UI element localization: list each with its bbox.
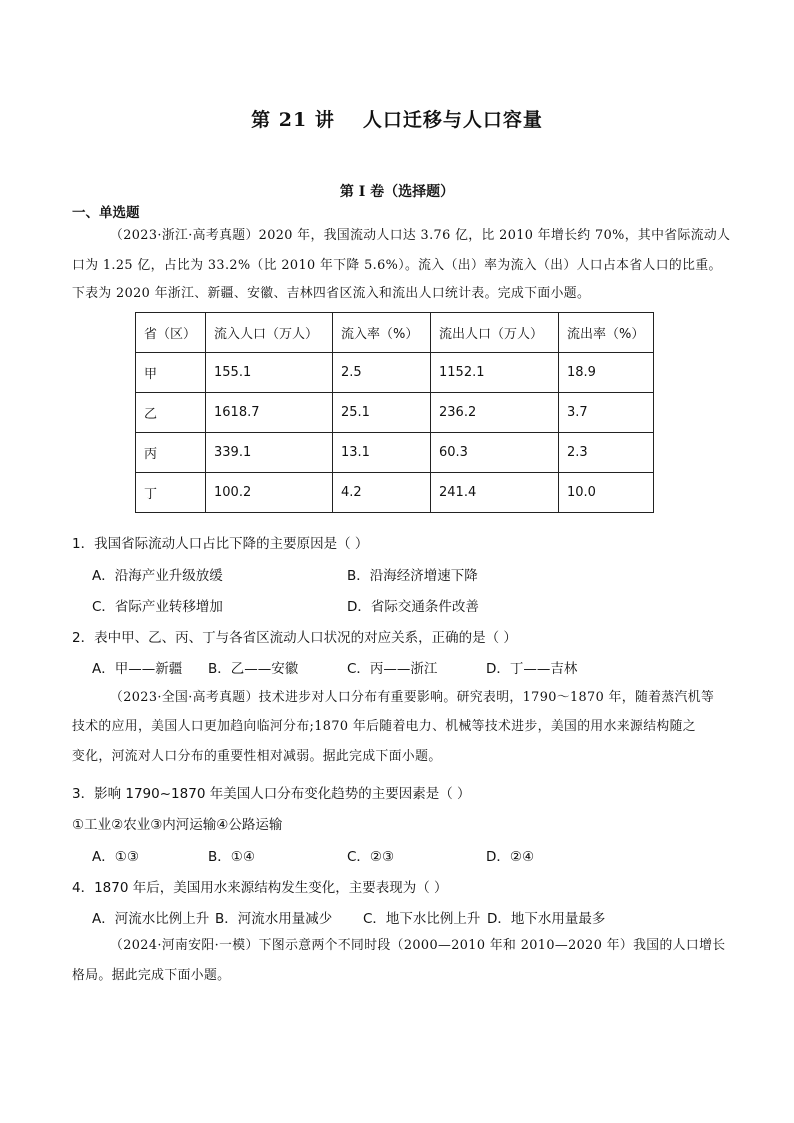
passage3-line2: 格局。据此完成下面小题。	[72, 968, 231, 983]
table-cell: 2.3	[559, 433, 654, 473]
passage2-line2: 技术的应用，美国人口更加趋向临河分布;1870 年后随着电力、机械等技术进步，美国的用水来源结构随之	[72, 719, 697, 734]
question4-option-c[interactable]: C．地下水比例上升	[363, 911, 481, 927]
question3-items: ①工业②农业③内河运输④公路运输	[72, 817, 283, 833]
passage3-line1: （2024·河南安阳·一模）下图示意两个不同时段（2000—2010 年和 2010—2020 年）我国的人口增长	[110, 938, 726, 953]
table-header-row	[136, 313, 654, 353]
table-cell: 18.9	[559, 353, 654, 393]
table-cell: 339.1	[206, 433, 333, 473]
question2-option-a[interactable]: A．甲——新疆	[92, 661, 183, 677]
table-cell: 4.2	[333, 473, 431, 513]
question4-option-a[interactable]: A．河流水比例上升	[92, 911, 210, 927]
question1-option-a[interactable]: A．沿海产业升级放缓	[92, 568, 223, 584]
question3-option-d[interactable]: D．②④	[486, 849, 535, 865]
page-title	[0, 105, 794, 132]
table-cell: 3.7	[559, 393, 654, 433]
passage1-line1: （2023·浙江·高考真题）2020 年，我国流动人口达 3.76 亿，比 2010 年增长约 70%，其中省际流动人	[110, 228, 731, 243]
table-row	[136, 433, 654, 473]
table-cell: 60.3	[431, 433, 559, 473]
table-cell: 2.5	[333, 353, 431, 393]
table-cell: 甲	[136, 353, 206, 393]
question2-option-c[interactable]: C．丙——浙江	[347, 661, 438, 677]
table-header: 流出率（%）	[559, 313, 654, 353]
section-heading: 一、单选题	[72, 205, 140, 221]
table-cell: 丙	[136, 433, 206, 473]
passage2-line3: 变化，河流对人口分布的重要性相对减弱。据此完成下面小题。	[72, 749, 442, 764]
population-table	[135, 312, 654, 513]
table-header: 流入人口（万人）	[206, 313, 333, 353]
question2-stem: 2．表中甲、乙、丙、丁与各省区流动人口状况的对应关系，正确的是（ ）	[72, 630, 517, 646]
table-cell: 155.1	[206, 353, 333, 393]
question1-option-c[interactable]: C．省际产业转移增加	[92, 599, 223, 615]
table-header: 流入率（%）	[333, 313, 431, 353]
lecture-topic: 人口迁移与人口容量	[362, 109, 543, 131]
table-header: 流出人口（万人）	[431, 313, 559, 353]
question4-option-d[interactable]: D．地下水用量最多	[487, 911, 606, 927]
question4-stem: 4．1870 年后，美国用水来源结构发生变化，主要表现为（ ）	[72, 880, 448, 896]
table-row	[136, 473, 654, 513]
table-cell: 241.4	[431, 473, 559, 513]
question3-option-a[interactable]: A．①③	[92, 849, 139, 865]
question3-option-c[interactable]: C．②③	[347, 849, 395, 865]
table-cell: 1618.7	[206, 393, 333, 433]
volume-heading: 第 I 卷（选择题）	[339, 184, 455, 200]
question3-stem: 3．影响 1790~1870 年美国人口分布变化趋势的主要因素是（ ）	[72, 786, 471, 802]
table-cell: 10.0	[559, 473, 654, 513]
question1-option-b[interactable]: B．沿海经济增速下降	[347, 568, 478, 584]
question3-option-b[interactable]: B．①④	[208, 849, 255, 865]
table-cell: 丁	[136, 473, 206, 513]
question1-stem: 1．我国省际流动人口占比下降的主要原因是（ ）	[72, 536, 369, 552]
table-cell: 1152.1	[431, 353, 559, 393]
table-row	[136, 393, 654, 433]
table-cell: 13.1	[333, 433, 431, 473]
table-cell: 乙	[136, 393, 206, 433]
question4-option-b[interactable]: B．河流水用量减少	[215, 911, 333, 927]
table-cell: 100.2	[206, 473, 333, 513]
question2-option-b[interactable]: B．乙——安徽	[208, 661, 299, 677]
passage2-line1: （2023·全国·高考真题）技术进步对人口分布有重要影响。研究表明，1790～1870 年，随着蒸汽机等	[110, 690, 715, 705]
table-header: 省（区）	[136, 313, 206, 353]
question1-option-d[interactable]: D．省际交通条件改善	[347, 599, 479, 615]
table-cell: 236.2	[431, 393, 559, 433]
passage1-line3: 下表为 2020 年浙江、新疆、安徽、吉林四省区流入和流出人口统计表。完成下面小题。	[72, 286, 591, 301]
question2-option-d[interactable]: D．丁——吉林	[486, 661, 578, 677]
lecture-number: 第 21 讲	[251, 109, 335, 131]
table-cell: 25.1	[333, 393, 431, 433]
passage1-line2: 口为 1.25 亿，占比为 33.2%（比 2010 年下降 5.6%）。流入（出）率为流入（出）人口占本省人口的比重。	[72, 258, 722, 273]
table-row	[136, 353, 654, 393]
